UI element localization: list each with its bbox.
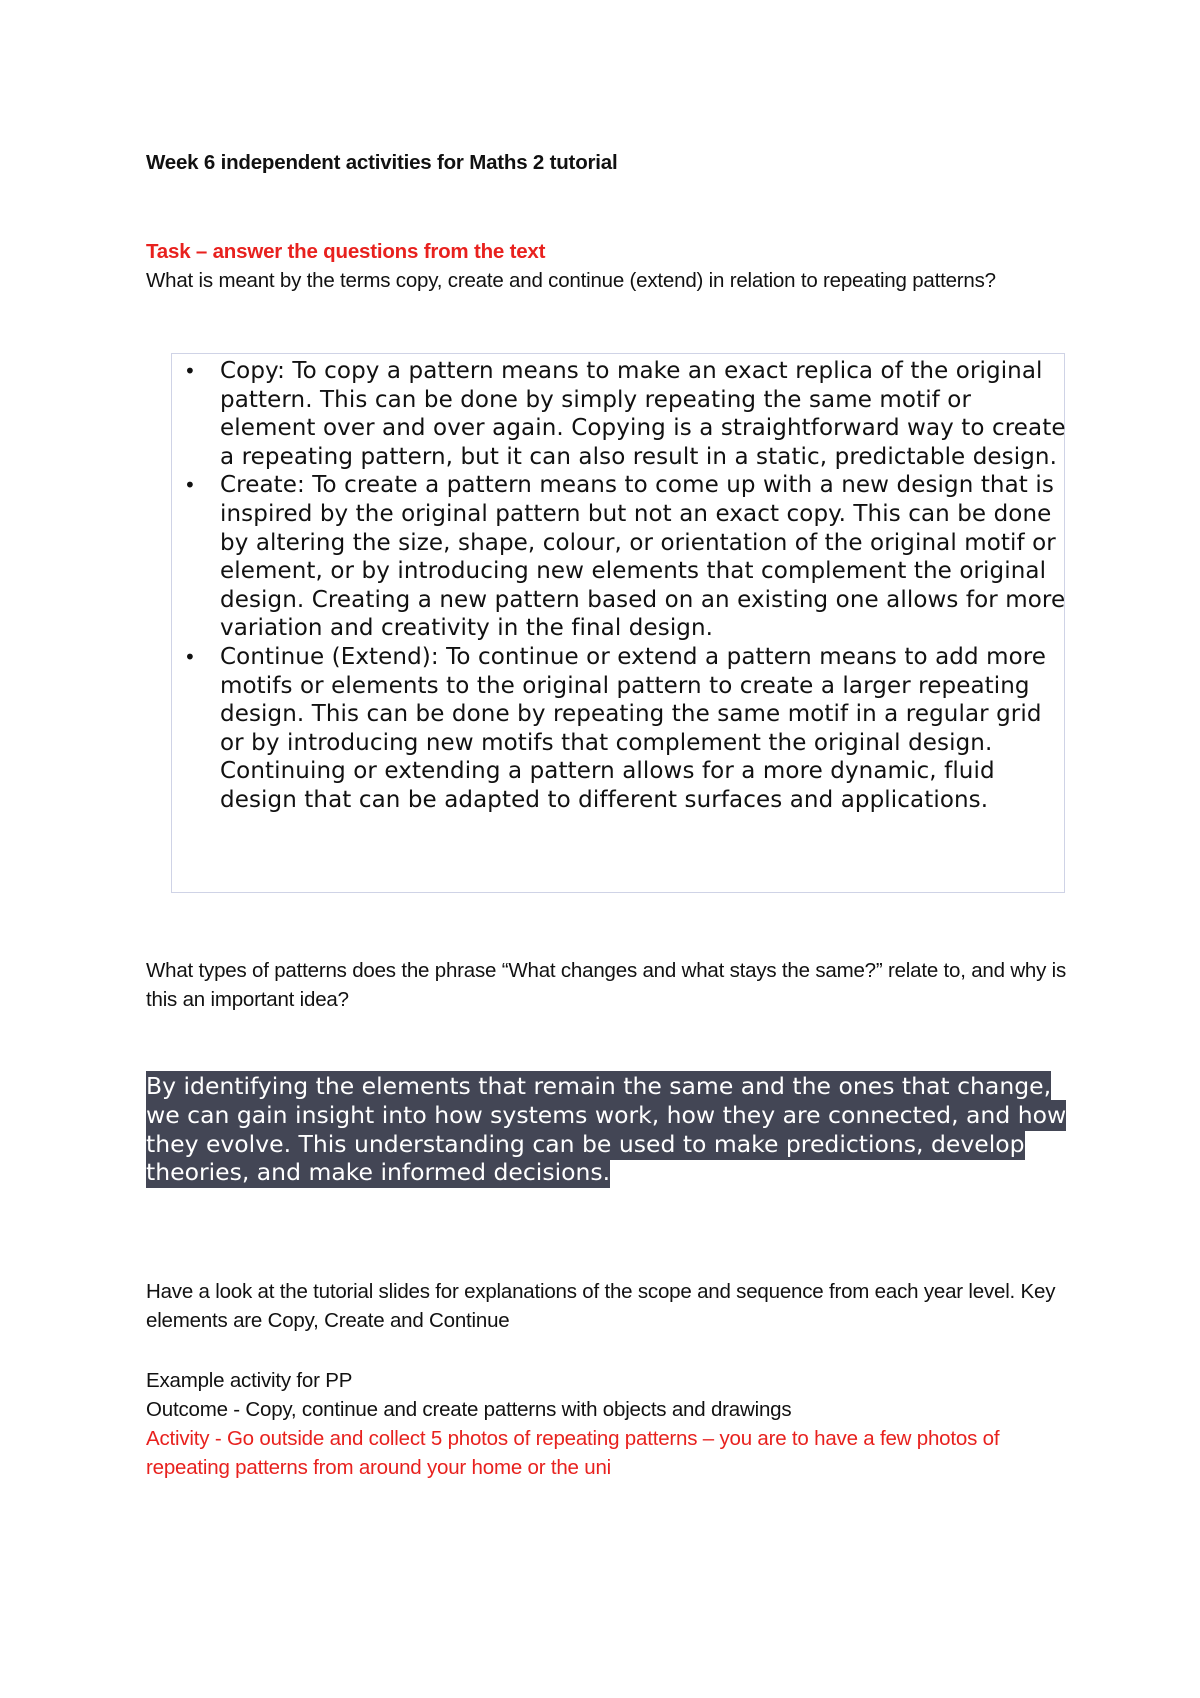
answer-item-create (172, 471, 1072, 643)
tutorial-note: Have a look at the tutorial slides for explanations of the scope and sequence from each year level. Key elements are Copy, Create and Continue (146, 1280, 1056, 1332)
answer-item-text: Create: To create a pattern means to come up with a new design that is inspired by the original pattern but not an exact copy. This can be done by altering the size, shape, colour, or orientation of the original motif or element, or by introducing new elements that complement the original design. Creating a new pattern based on an existing one allows for more variation and creativity in the final design. (220, 472, 1066, 642)
bullet-icon: • (184, 644, 196, 669)
answer-box (171, 353, 1065, 893)
activity-text: Activity - Go outside and collect 5 photos of repeating patterns – you are to have a few photos of repeating patterns from around your home or the uni (146, 1427, 1000, 1479)
task-heading: Task – answer the questions from the text (146, 240, 546, 263)
outcome-text: Outcome - Copy, continue and create patterns with objects and drawings (146, 1398, 792, 1421)
question-what-changes: What types of patterns does the phrase “What changes and what stays the same?” relate to, and why is this an important idea? (146, 959, 1067, 1011)
answer-item-text: Copy: To copy a pattern means to make an exact replica of the original pattern. This can be done by simply repeating the same motif or element over and over again. Copying is a straightforward way to create a repeating pattern, but it can also result in a static, predictable design. (220, 358, 1066, 470)
document-title: Week 6 independent activities for Maths 2 tutorial (146, 151, 618, 174)
highlighted-answer (146, 1072, 1076, 1187)
bullet-icon: • (184, 359, 196, 383)
question-copy-create-continue: What is meant by the terms copy, create and continue (extend) in relation to repeating patterns? (146, 269, 996, 292)
answer-list (172, 357, 1072, 815)
answer-item-copy (172, 357, 1072, 471)
answer-item-text: Continue (Extend): To continue or extend a pattern means to add more motifs or elements to the original pattern to create a larger repeating design. This can be done by repeating the same motif in a regular grid or by introducing new motifs that complement the original design. Continuing or extending a pattern allows for a more dynamic, fluid design that can be adapted to different surfaces and applications. (220, 643, 1047, 813)
highlighted-answer-text: By identifying the elements that remain the same and the ones that change, we can gain insight into how systems work, how they are connected, and how they evolve. This understanding can be used to make predictions, develop theories, and make informed decisions. (146, 1072, 1067, 1187)
answer-item-continue (172, 643, 1072, 815)
bullet-icon: • (184, 473, 196, 498)
example-heading: Example activity for PP (146, 1369, 353, 1392)
